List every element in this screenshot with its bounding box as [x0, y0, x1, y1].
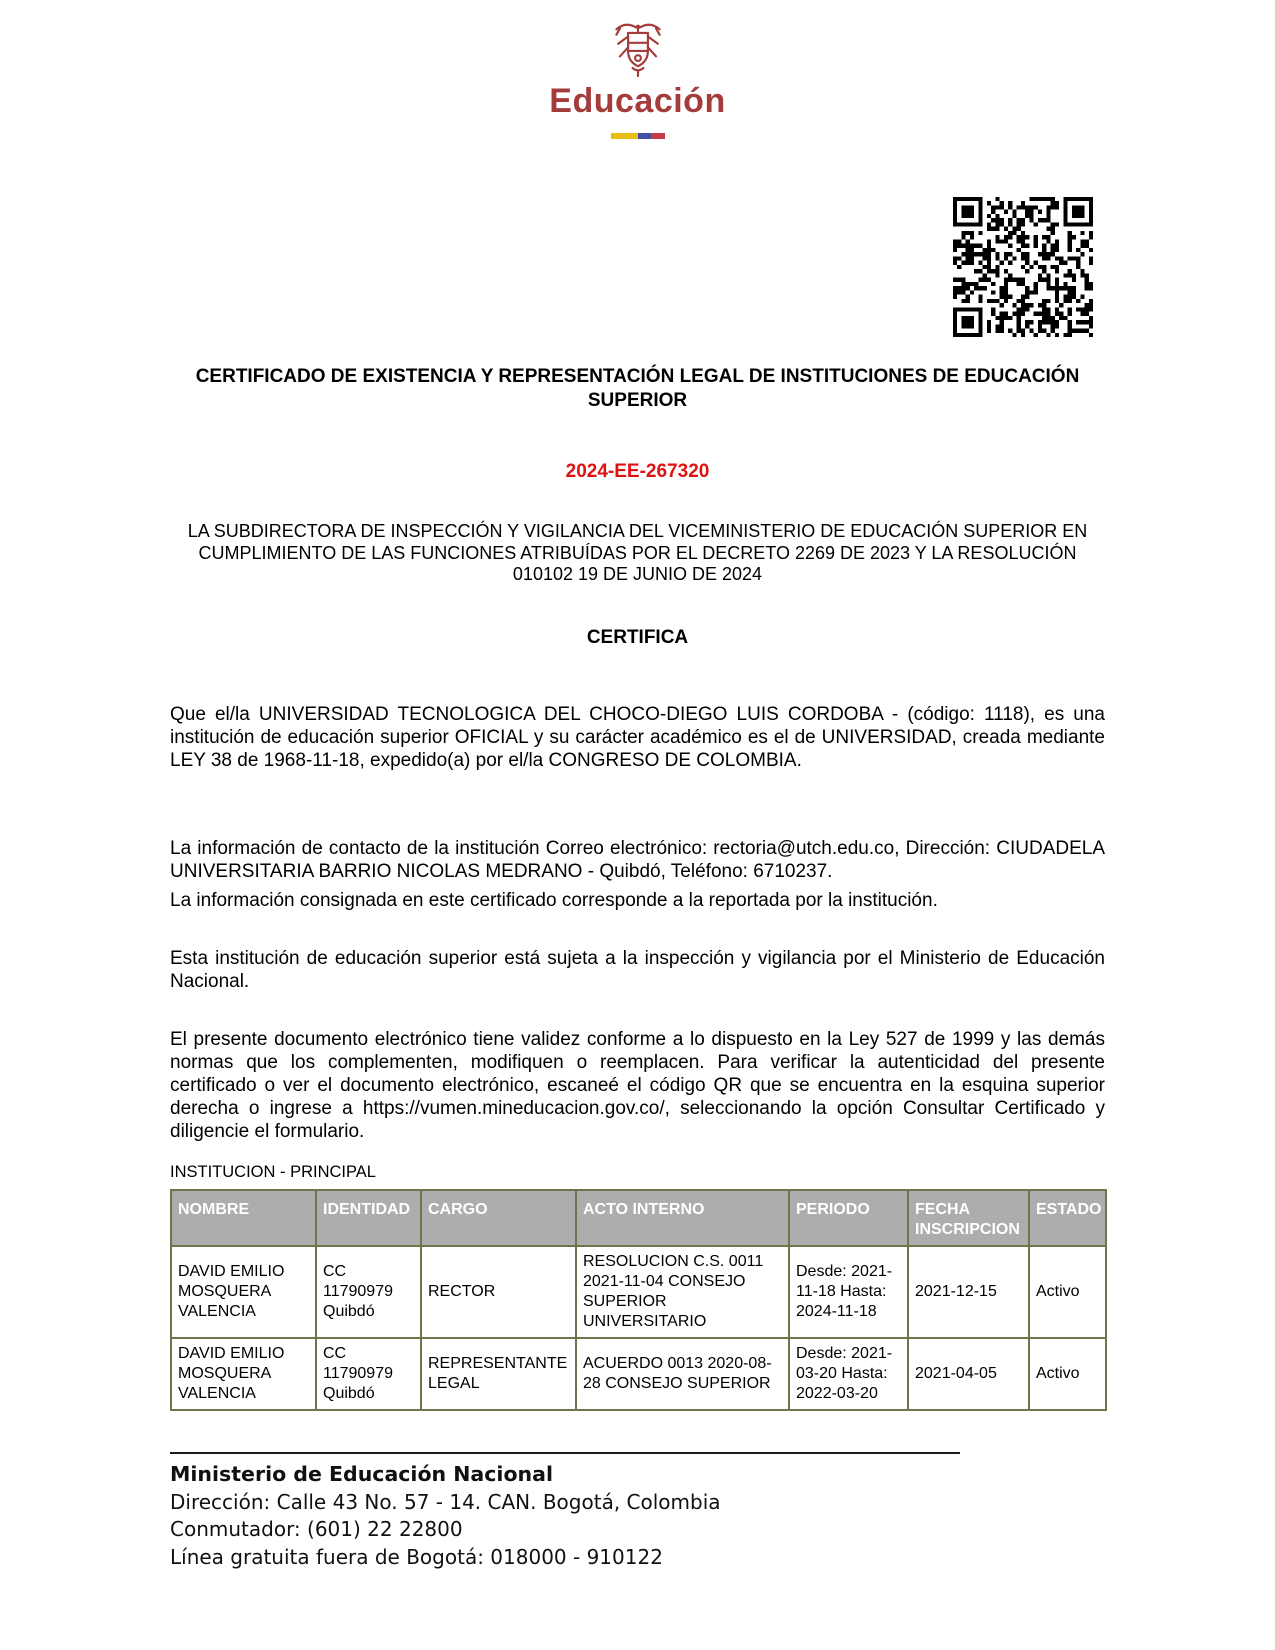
- paragraph-validity-qr: El presente documento electrónico tiene validez conforme a lo dispuesto en la Ley 527 de 1999 y las demás normas que los complementen, modifiquen o reemplacen. Para verificar la autenticidad del presente certificado o ver el documento electrónico, escaneé el código QR que se encuentra en la esquina superior derecha o ingrese a https://vumen.mineducacion.gov.co/, seleccionando la opción Consultar Certificado y diligencie el formulario.: [170, 1029, 1105, 1142]
- flag-blue-segment: [638, 133, 652, 139]
- table-header-row: [171, 1190, 1106, 1246]
- cell-cargo: RECTOR: [421, 1246, 576, 1338]
- ministry-wordmark: Educación: [549, 82, 726, 120]
- ministry-toll-free: Línea gratuita fuera de Bogotá: 018000 - 910122: [170, 1544, 663, 1569]
- qr-code: [953, 197, 1093, 337]
- col-header-acto-interno: ACTO INTERNO: [576, 1190, 789, 1246]
- col-header-periodo: PERIODO: [789, 1190, 908, 1246]
- flag-red-segment: [651, 133, 665, 139]
- paragraph-institution: Que el/la UNIVERSIDAD TECNOLOGICA DEL CHOCO-DIEGO LUIS CORDOBA - (código: 1118), es una institución de educación superior OFICIAL y su carácter académico es el de UNIVERSIDAD, creada mediante LEY 38 de 1968-11-18, expedido(a) por el/la CONGRESO DE COLOMBIA.: [170, 704, 1105, 771]
- col-header-nombre: NOMBRE: [171, 1190, 316, 1246]
- flag-yellow-segment: [611, 133, 638, 139]
- cell-estado: Activo: [1029, 1246, 1106, 1338]
- cell-nombre: DAVID EMILIO MOSQUERA VALENCIA: [171, 1246, 316, 1338]
- col-header-cargo: CARGO: [421, 1190, 576, 1246]
- ministry-switchboard: Conmutador: (601) 22 22800: [170, 1517, 463, 1541]
- ministry-logo: [0, 20, 1275, 139]
- cell-acto-interno: ACUERDO 0013 2020-08-28 CONSEJO SUPERIOR: [576, 1338, 789, 1410]
- cell-nombre: DAVID EMILIO MOSQUERA VALENCIA: [171, 1338, 316, 1410]
- ministry-address: Dirección: Calle 43 No. 57 - 14. CAN. Bogotá, Colombia: [170, 1489, 721, 1514]
- col-header-estado: ESTADO: [1029, 1190, 1106, 1246]
- cell-identidad: CC 11790979 Quibdó: [316, 1338, 421, 1410]
- paragraph-contact-info: La información de contacto de la institución Correo electrónico: rectoria@utch.edu.co, Dirección: CIUDADELA UNIVERSITARIA BARRIO NICOLAS MEDRANO - Quibdó, Teléfono: 6710237.: [170, 838, 1105, 882]
- table-row: [171, 1338, 1106, 1410]
- colombia-coat-of-arms-icon: [611, 20, 665, 80]
- col-header-fecha-inscripcion: FECHA INSCRIPCION: [908, 1190, 1029, 1246]
- footer-divider: [170, 1452, 960, 1454]
- issuer-statement: LA SUBDIRECTORA DE INSPECCIÓN Y VIGILANCIA DEL VICEMINISTERIO DE EDUCACIÓN SUPERIOR EN CUMPLIMIENTO DE LAS FUNCIONES ATRIBUÍDAS POR EL DECRETO 2269 DE 2023 Y LA RESOLUCIÓN 010102 19 DE JUNIO DE 2024: [187, 521, 1088, 584]
- paragraph-reported-info: La información consignada en este certificado corresponde a la reportada por la institución.: [170, 890, 938, 911]
- institution-table: [170, 1189, 1107, 1411]
- cell-identidad: CC 11790979 Quibdó: [316, 1246, 421, 1338]
- cell-acto-interno: RESOLUCION C.S. 0011 2021-11-04 CONSEJO SUPERIOR UNIVERSITARIO: [576, 1246, 789, 1338]
- cell-estado: Activo: [1029, 1338, 1106, 1410]
- institution-section-label: INSTITUCION - PRINCIPAL: [170, 1163, 376, 1181]
- cell-periodo: Desde: 2021-11-18 Hasta: 2024-11-18: [789, 1246, 908, 1338]
- cell-cargo: REPRESENTANTE LEGAL: [421, 1338, 576, 1410]
- table-row: [171, 1246, 1106, 1338]
- paragraph-inspection: Esta institución de educación superior está sujeta a la inspección y vigilancia por el Ministerio de Educación Nacional.: [170, 948, 1105, 992]
- col-header-identidad: IDENTIDAD: [316, 1190, 421, 1246]
- certificate-number: 2024-EE-267320: [565, 461, 710, 482]
- document-title: CERTIFICADO DE EXISTENCIA Y REPRESENTACIÓN LEGAL DE INSTITUCIONES DE EDUCACIÓN SUPERIOR: [195, 366, 1080, 411]
- cell-fecha-inscripcion: 2021-12-15: [908, 1246, 1029, 1338]
- ministry-name: Ministerio de Educación Nacional: [170, 1462, 553, 1486]
- cell-periodo: Desde: 2021-03-20 Hasta: 2022-03-20: [789, 1338, 908, 1410]
- footer: [170, 1461, 1105, 1571]
- certifies-heading: CERTIFICA: [586, 627, 689, 648]
- colombia-flag-bar: [611, 133, 665, 139]
- cell-fecha-inscripcion: 2021-04-05: [908, 1338, 1029, 1410]
